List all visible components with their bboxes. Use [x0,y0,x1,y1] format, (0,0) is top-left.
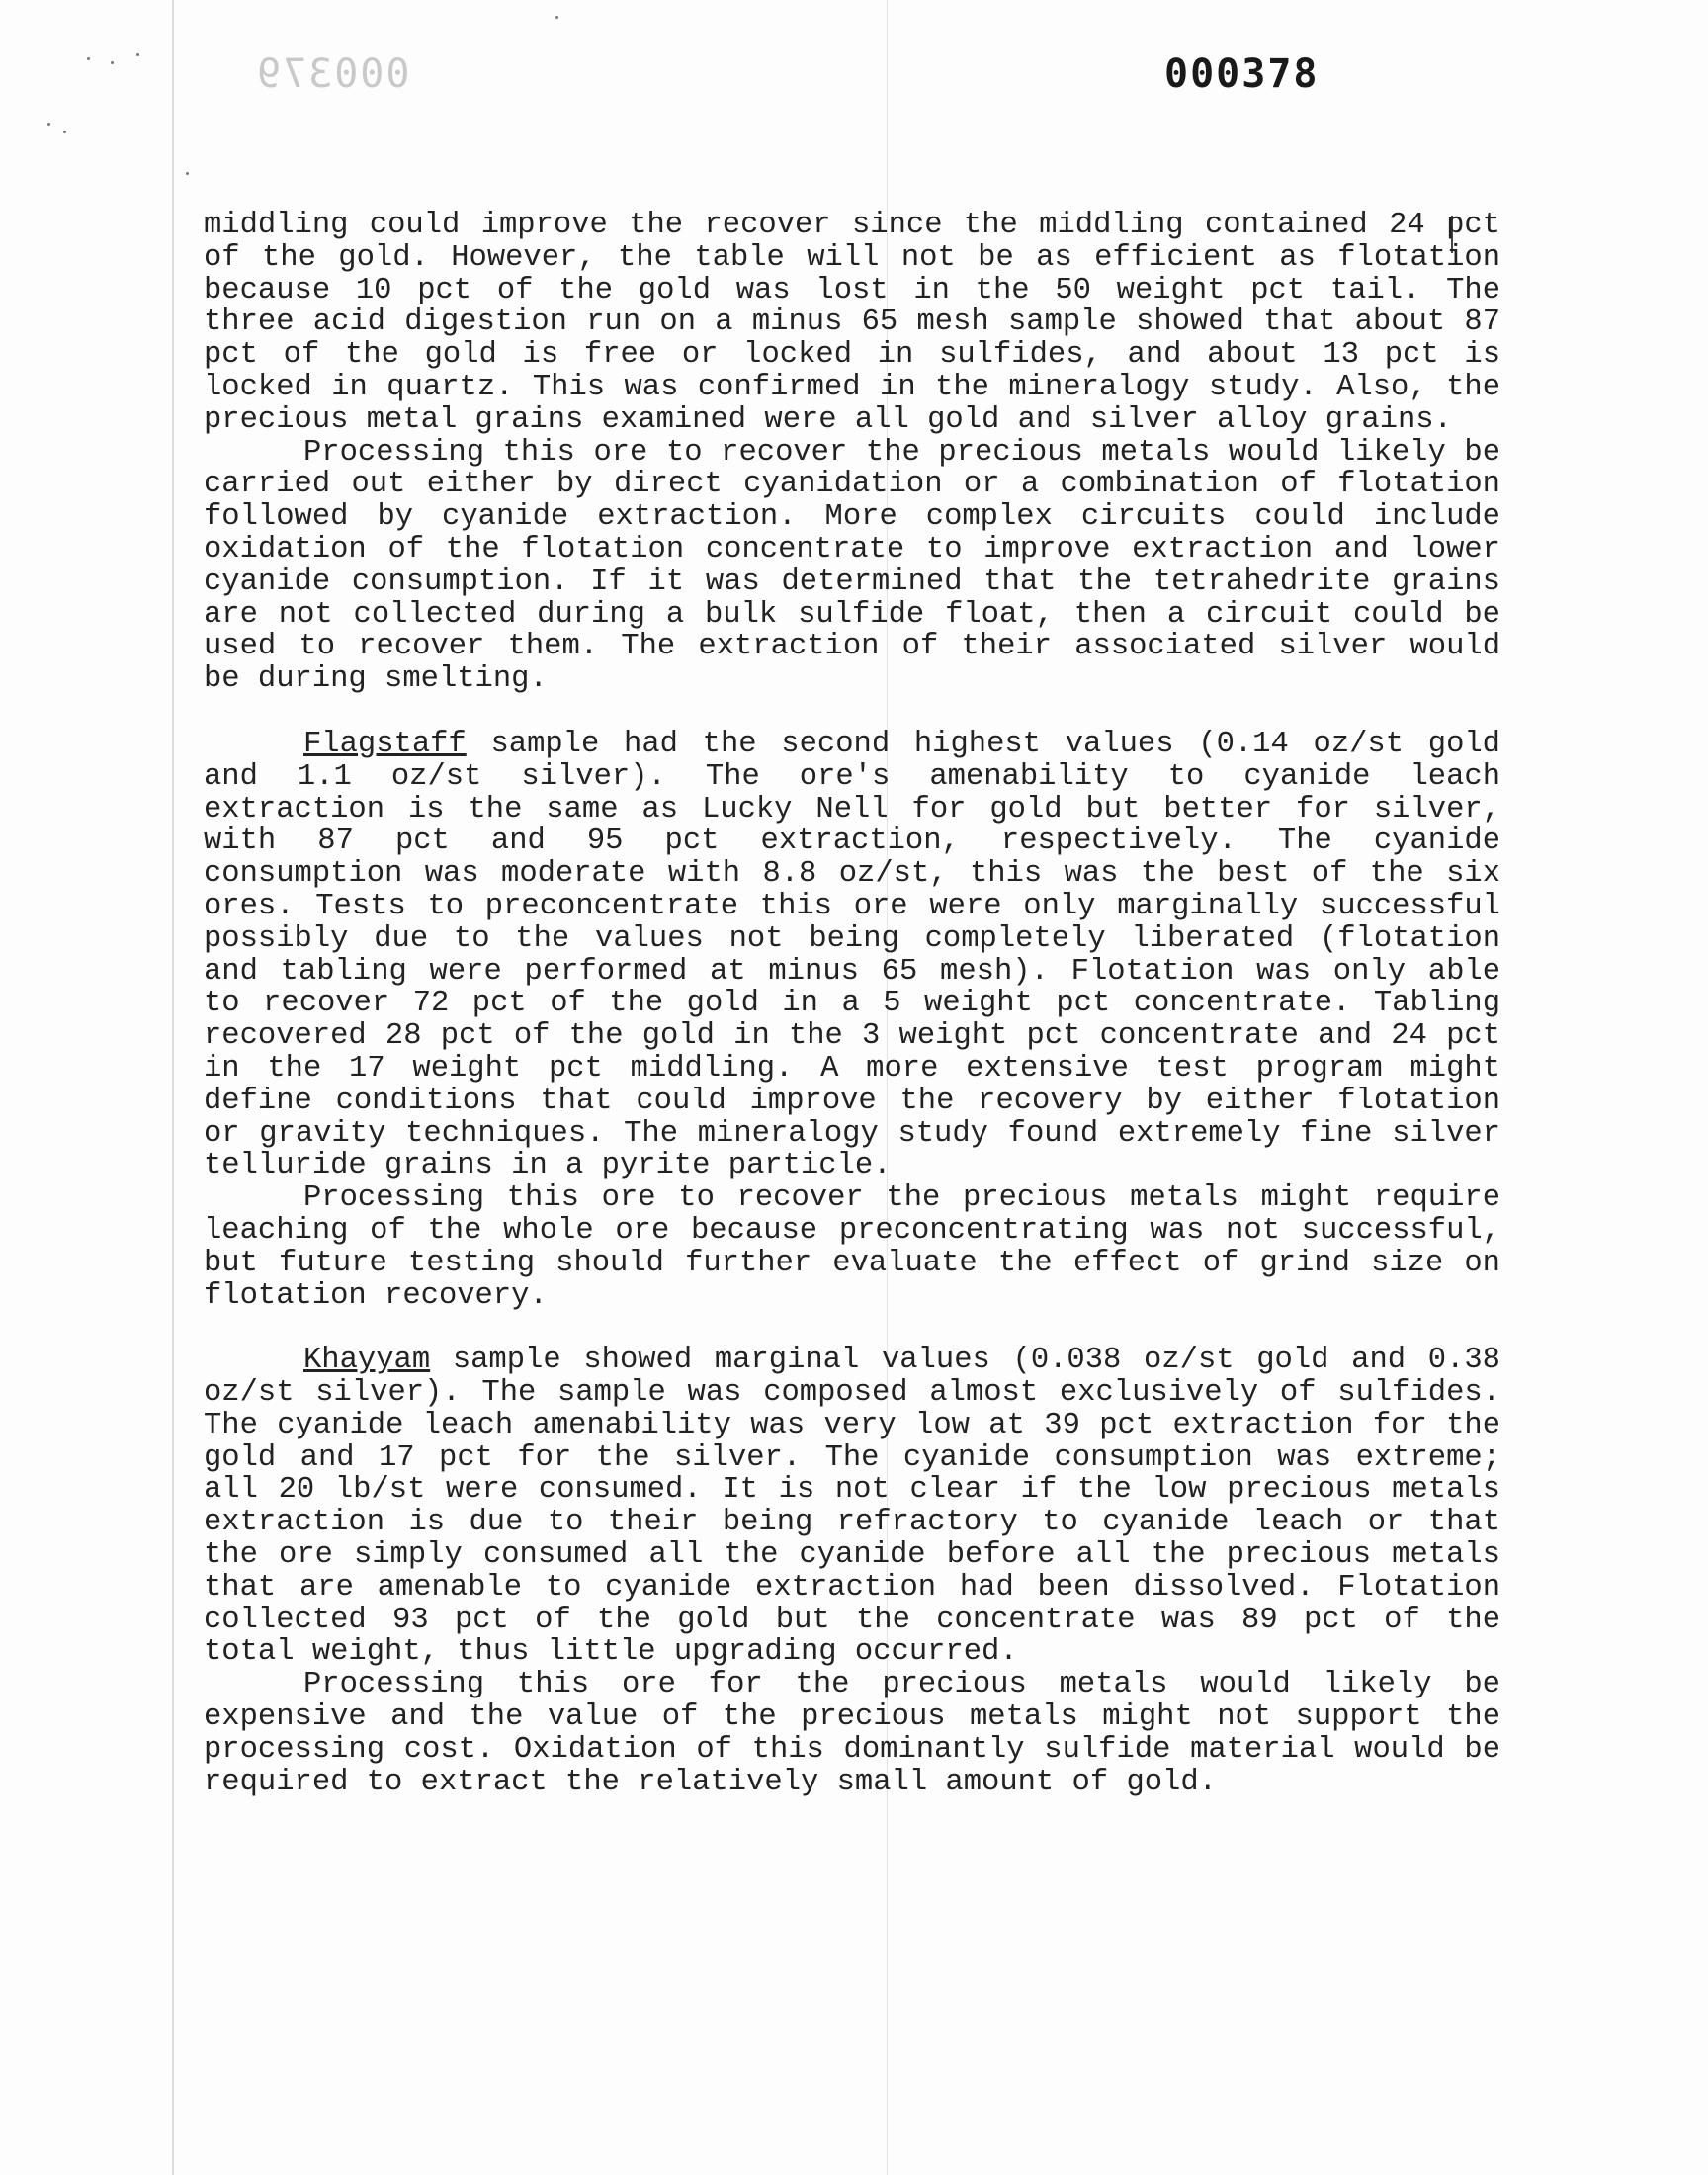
page-number: 000378 [1164,51,1320,97]
scan-speck [47,123,50,126]
bleed-through-page-number: 000379 [255,51,410,97]
sample-name: Flagstaff [303,727,467,761]
scan-left-edge [172,0,174,2175]
scan-speck [555,16,558,19]
paragraph: Processing this ore for the precious metals would likely be expensive and the value of the precious metals might not support the processing cost. Oxidation of this dominantly sulfide material would be required to extract the relatively small amount of gold. [204,1668,1500,1799]
scan-speck [186,172,189,175]
paragraph: Processing this ore to recover the precious metals would likely be carried out either by direct cyanidation or a combination of flotation followed by cyanide extraction. More complex circuits could include oxidation of the flotation concentrate to improve extraction and lower cyanide consumption. If it was determined that the tetrahedrite grains are not collected during a bulk sulfide float, then a circuit could be used to recover them. The extraction of their associated silver would be during smelting. [204,435,1500,697]
scan-speck [63,130,66,133]
scan-speck [87,57,90,60]
paragraph-khayyam [204,1345,1500,1669]
scan-speck [111,61,114,64]
paragraph: Processing this ore to recover the precious metals might require leaching of the whole ore because preconcentrating was not successful, but future testing should further evaluate the effect of grind size on flotation recovery. [204,1181,1500,1313]
body-text [204,210,1500,1798]
paragraph: middling could improve the recover since the middling contained 24 pct of the gold. However, the table will not be as efficient as flotation because 10 pct of the gold was lost in the 50 weight pct tail. The three acid digestion run on a minus 65 mesh sample showed that about 87 pct of the gold is free or locked in sulfides, and about 13 pct is locked in quartz. This was confirmed in the mineralogy study. Also, the precious metal grains examined were all gold and silver alloy grains. [204,209,1500,437]
scan-speck [136,53,139,56]
sample-name: Khayyam [303,1344,431,1378]
paragraph-text: sample showed marginal values (0.038 oz/st gold and 0.38 oz/st silver). The sample was composed almost exclusively of sulfides. The cyanide leach amenability was very low at 39 pct extraction for the gold and 17 pct for the silver. The cyanide consumption was extreme; all 20 lb/st were consumed. It is not clear if the low precious metals extraction is due to their being refractory to cyanide leach or that the ore simply consumed all the cyanide before all the precious metals that are amenable to cyanide extraction had been dissolved. Flotation collected 93 pct of the gold but the concentrate was 89 pct of the total weight, thus little upgrading occurred. [204,1344,1500,1670]
paragraph-text: sample had the second highest values (0.14 oz/st gold and 1.1 oz/st silver). The ore's amenability to cyanide leach extraction is the same as Lucky Nell for gold but better for silver, with 87 pct and 95 pct extraction, respectively. The cyanide consumption was moderate with 8.8 oz/st, this was the best of the six ores. Tests to preconcentrate this ore were only marginally successful possibly due to the values not being completely liberated (flotation and tabling were performed at minus 65 mesh). Flotation was only able to recover 72 pct of the gold in a 5 weight pct concentrate. Tabling recovered 28 pct of the gold in the 3 weight pct concentrate and 24 pct in the 17 weight pct middling. A more extensive test program might define conditions that could improve the recovery by either flotation or gravity techniques. The mineralogy study found extremely fine silver telluride grains in a pyrite particle. [204,727,1500,1183]
paragraph-flagstaff [204,729,1500,1182]
